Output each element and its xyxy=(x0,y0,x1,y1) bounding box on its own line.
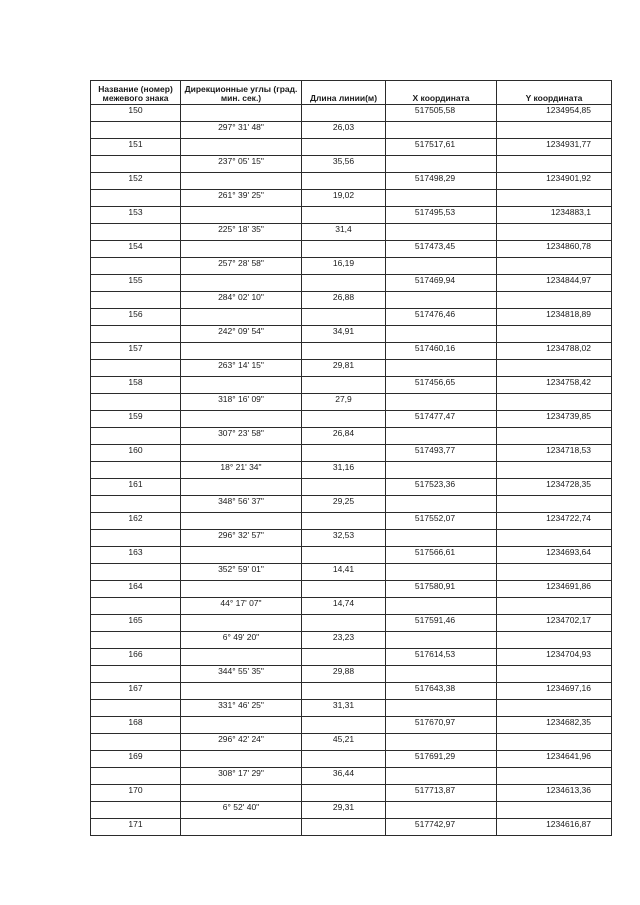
point-row xyxy=(91,785,612,802)
empty-angle-cell xyxy=(181,275,302,292)
line-length-cell: 19,02 xyxy=(302,190,386,207)
empty-name-cell xyxy=(91,224,181,241)
segment-row xyxy=(91,530,612,547)
point-row xyxy=(91,105,612,122)
empty-length-cell xyxy=(302,377,386,394)
x-coordinate-cell: 517476,46 xyxy=(386,309,497,326)
empty-length-cell xyxy=(302,275,386,292)
empty-length-cell xyxy=(302,581,386,598)
empty-x-cell xyxy=(386,462,497,479)
empty-angle-cell xyxy=(181,581,302,598)
point-row xyxy=(91,309,612,326)
x-coordinate-cell: 517456,65 xyxy=(386,377,497,394)
empty-x-cell xyxy=(386,802,497,819)
line-length-cell: 31,4 xyxy=(302,224,386,241)
empty-x-cell xyxy=(386,326,497,343)
line-length-cell: 34,91 xyxy=(302,326,386,343)
empty-length-cell xyxy=(302,547,386,564)
point-row xyxy=(91,173,612,190)
line-length-cell: 16,19 xyxy=(302,258,386,275)
segment-row xyxy=(91,122,612,139)
empty-y-cell xyxy=(497,292,612,309)
point-name-cell: 150 xyxy=(91,105,181,122)
empty-angle-cell xyxy=(181,139,302,156)
segment-row xyxy=(91,462,612,479)
line-length-cell: 23,23 xyxy=(302,632,386,649)
line-length-cell: 36,44 xyxy=(302,768,386,785)
y-coordinate-cell: 1234883,1 xyxy=(497,207,612,224)
empty-length-cell xyxy=(302,343,386,360)
empty-name-cell xyxy=(91,462,181,479)
empty-x-cell xyxy=(386,530,497,547)
segment-row xyxy=(91,496,612,513)
empty-y-cell xyxy=(497,360,612,377)
empty-x-cell xyxy=(386,734,497,751)
y-coordinate-cell: 1234901,92 xyxy=(497,173,612,190)
segment-row xyxy=(91,768,612,785)
y-coordinate-cell: 1234693,64 xyxy=(497,547,612,564)
empty-angle-cell xyxy=(181,717,302,734)
empty-length-cell xyxy=(302,207,386,224)
direction-angle-cell: 6° 49' 20" xyxy=(181,632,302,649)
empty-angle-cell xyxy=(181,819,302,836)
line-length-cell: 14,74 xyxy=(302,598,386,615)
header-point-name: Название (номер) межевого знака xyxy=(91,81,181,105)
segment-row xyxy=(91,598,612,615)
table-body xyxy=(91,105,612,836)
x-coordinate-cell: 517498,29 xyxy=(386,173,497,190)
point-name-cell: 154 xyxy=(91,241,181,258)
empty-x-cell xyxy=(386,632,497,649)
segment-row xyxy=(91,190,612,207)
x-coordinate-cell: 517460,16 xyxy=(386,343,497,360)
x-coordinate-cell: 517591,46 xyxy=(386,615,497,632)
direction-angle-cell: 348° 56' 37" xyxy=(181,496,302,513)
x-coordinate-cell: 517523,36 xyxy=(386,479,497,496)
y-coordinate-cell: 1234758,42 xyxy=(497,377,612,394)
y-coordinate-cell: 1234818,89 xyxy=(497,309,612,326)
line-length-cell: 26,88 xyxy=(302,292,386,309)
point-row xyxy=(91,547,612,564)
empty-angle-cell xyxy=(181,479,302,496)
direction-angle-cell: 261° 39' 25" xyxy=(181,190,302,207)
point-name-cell: 158 xyxy=(91,377,181,394)
empty-name-cell xyxy=(91,156,181,173)
direction-angle-cell: 237° 05' 15" xyxy=(181,156,302,173)
empty-name-cell xyxy=(91,598,181,615)
empty-angle-cell xyxy=(181,649,302,666)
direction-angle-cell: 44° 17' 07" xyxy=(181,598,302,615)
point-row xyxy=(91,581,612,598)
empty-name-cell xyxy=(91,326,181,343)
y-coordinate-cell: 1234728,35 xyxy=(497,479,612,496)
x-coordinate-cell: 517552,07 xyxy=(386,513,497,530)
point-row xyxy=(91,683,612,700)
empty-y-cell xyxy=(497,530,612,547)
empty-angle-cell xyxy=(181,241,302,258)
direction-angle-cell: 257° 28' 58" xyxy=(181,258,302,275)
direction-angle-cell: 225° 18' 35" xyxy=(181,224,302,241)
point-name-cell: 169 xyxy=(91,751,181,768)
segment-row xyxy=(91,700,612,717)
point-row xyxy=(91,411,612,428)
point-name-cell: 151 xyxy=(91,139,181,156)
empty-name-cell xyxy=(91,530,181,547)
empty-name-cell xyxy=(91,496,181,513)
x-coordinate-cell: 517670,97 xyxy=(386,717,497,734)
line-length-cell: 14,41 xyxy=(302,564,386,581)
y-coordinate-cell: 1234702,17 xyxy=(497,615,612,632)
empty-y-cell xyxy=(497,190,612,207)
x-coordinate-cell: 517505,58 xyxy=(386,105,497,122)
segment-row xyxy=(91,224,612,241)
empty-x-cell xyxy=(386,496,497,513)
empty-y-cell xyxy=(497,768,612,785)
point-row xyxy=(91,513,612,530)
empty-y-cell xyxy=(497,326,612,343)
empty-angle-cell xyxy=(181,615,302,632)
point-name-cell: 167 xyxy=(91,683,181,700)
point-row xyxy=(91,717,612,734)
empty-x-cell xyxy=(386,666,497,683)
empty-x-cell xyxy=(386,598,497,615)
segment-row xyxy=(91,734,612,751)
empty-x-cell xyxy=(386,700,497,717)
line-length-cell: 45,21 xyxy=(302,734,386,751)
empty-name-cell xyxy=(91,360,181,377)
y-coordinate-cell: 1234682,35 xyxy=(497,717,612,734)
segment-row xyxy=(91,394,612,411)
x-coordinate-cell: 517469,94 xyxy=(386,275,497,292)
direction-angle-cell: 18° 21' 34" xyxy=(181,462,302,479)
header-line-length: Длина линии(м) xyxy=(302,81,386,105)
direction-angle-cell: 344° 55' 35" xyxy=(181,666,302,683)
line-length-cell: 26,03 xyxy=(302,122,386,139)
empty-x-cell xyxy=(386,258,497,275)
point-row xyxy=(91,819,612,836)
empty-name-cell xyxy=(91,122,181,139)
empty-x-cell xyxy=(386,394,497,411)
empty-y-cell xyxy=(497,700,612,717)
header-y-coordinate: Y координата xyxy=(497,81,612,105)
empty-y-cell xyxy=(497,496,612,513)
point-row xyxy=(91,139,612,156)
y-coordinate-cell: 1234613,36 xyxy=(497,785,612,802)
point-row xyxy=(91,751,612,768)
point-row xyxy=(91,479,612,496)
y-coordinate-cell: 1234704,93 xyxy=(497,649,612,666)
empty-length-cell xyxy=(302,649,386,666)
line-length-cell: 35,56 xyxy=(302,156,386,173)
empty-angle-cell xyxy=(181,207,302,224)
segment-row xyxy=(91,802,612,819)
point-row xyxy=(91,649,612,666)
line-length-cell: 29,88 xyxy=(302,666,386,683)
point-name-cell: 156 xyxy=(91,309,181,326)
empty-length-cell xyxy=(302,683,386,700)
direction-angle-cell: 352° 59' 01" xyxy=(181,564,302,581)
x-coordinate-cell: 517493,77 xyxy=(386,445,497,462)
empty-x-cell xyxy=(386,564,497,581)
empty-x-cell xyxy=(386,190,497,207)
point-name-cell: 155 xyxy=(91,275,181,292)
empty-angle-cell xyxy=(181,683,302,700)
line-length-cell: 29,81 xyxy=(302,360,386,377)
point-name-cell: 164 xyxy=(91,581,181,598)
empty-name-cell xyxy=(91,394,181,411)
empty-y-cell xyxy=(497,564,612,581)
point-name-cell: 161 xyxy=(91,479,181,496)
empty-name-cell xyxy=(91,564,181,581)
y-coordinate-cell: 1234860,78 xyxy=(497,241,612,258)
empty-y-cell xyxy=(497,632,612,649)
empty-x-cell xyxy=(386,122,497,139)
point-name-cell: 152 xyxy=(91,173,181,190)
empty-length-cell xyxy=(302,411,386,428)
empty-angle-cell xyxy=(181,309,302,326)
x-coordinate-cell: 517517,61 xyxy=(386,139,497,156)
x-coordinate-cell: 517495,53 xyxy=(386,207,497,224)
empty-angle-cell xyxy=(181,547,302,564)
empty-name-cell xyxy=(91,428,181,445)
x-coordinate-cell: 517643,38 xyxy=(386,683,497,700)
empty-y-cell xyxy=(497,224,612,241)
empty-length-cell xyxy=(302,479,386,496)
empty-name-cell xyxy=(91,802,181,819)
x-coordinate-cell: 517691,29 xyxy=(386,751,497,768)
empty-name-cell xyxy=(91,666,181,683)
empty-name-cell xyxy=(91,700,181,717)
empty-y-cell xyxy=(497,734,612,751)
point-row xyxy=(91,445,612,462)
line-length-cell: 31,16 xyxy=(302,462,386,479)
point-name-cell: 168 xyxy=(91,717,181,734)
empty-length-cell xyxy=(302,309,386,326)
empty-y-cell xyxy=(497,122,612,139)
direction-angle-cell: 284° 02' 10" xyxy=(181,292,302,309)
direction-angle-cell: 296° 42' 24" xyxy=(181,734,302,751)
empty-length-cell xyxy=(302,173,386,190)
empty-angle-cell xyxy=(181,105,302,122)
point-name-cell: 153 xyxy=(91,207,181,224)
x-coordinate-cell: 517742,97 xyxy=(386,819,497,836)
y-coordinate-cell: 1234718,53 xyxy=(497,445,612,462)
empty-angle-cell xyxy=(181,377,302,394)
empty-x-cell xyxy=(386,224,497,241)
direction-angle-cell: 242° 09' 54" xyxy=(181,326,302,343)
boundary-coordinates-table xyxy=(90,80,612,836)
point-row xyxy=(91,377,612,394)
empty-angle-cell xyxy=(181,785,302,802)
point-name-cell: 163 xyxy=(91,547,181,564)
segment-row xyxy=(91,564,612,581)
y-coordinate-cell: 1234616,87 xyxy=(497,819,612,836)
y-coordinate-cell: 1234788,02 xyxy=(497,343,612,360)
empty-y-cell xyxy=(497,802,612,819)
empty-length-cell xyxy=(302,717,386,734)
empty-y-cell xyxy=(497,258,612,275)
direction-angle-cell: 6° 52' 40" xyxy=(181,802,302,819)
x-coordinate-cell: 517614,53 xyxy=(386,649,497,666)
empty-length-cell xyxy=(302,785,386,802)
segment-row xyxy=(91,292,612,309)
empty-length-cell xyxy=(302,241,386,258)
point-name-cell: 165 xyxy=(91,615,181,632)
direction-angle-cell: 296° 32' 57" xyxy=(181,530,302,547)
empty-angle-cell xyxy=(181,173,302,190)
empty-x-cell xyxy=(386,428,497,445)
empty-name-cell xyxy=(91,734,181,751)
empty-angle-cell xyxy=(181,445,302,462)
empty-angle-cell xyxy=(181,751,302,768)
segment-row xyxy=(91,360,612,377)
empty-y-cell xyxy=(497,462,612,479)
line-length-cell: 29,31 xyxy=(302,802,386,819)
x-coordinate-cell: 517580,91 xyxy=(386,581,497,598)
empty-name-cell xyxy=(91,632,181,649)
line-length-cell: 29,25 xyxy=(302,496,386,513)
y-coordinate-cell: 1234931,77 xyxy=(497,139,612,156)
empty-y-cell xyxy=(497,156,612,173)
point-row xyxy=(91,241,612,258)
segment-row xyxy=(91,632,612,649)
empty-name-cell xyxy=(91,292,181,309)
x-coordinate-cell: 517713,87 xyxy=(386,785,497,802)
empty-angle-cell xyxy=(181,411,302,428)
empty-length-cell xyxy=(302,751,386,768)
empty-name-cell xyxy=(91,768,181,785)
point-row xyxy=(91,275,612,292)
point-name-cell: 170 xyxy=(91,785,181,802)
point-name-cell: 166 xyxy=(91,649,181,666)
point-name-cell: 171 xyxy=(91,819,181,836)
direction-angle-cell: 307° 23' 58" xyxy=(181,428,302,445)
empty-angle-cell xyxy=(181,343,302,360)
point-name-cell: 162 xyxy=(91,513,181,530)
y-coordinate-cell: 1234722,74 xyxy=(497,513,612,530)
header-row xyxy=(91,81,612,105)
direction-angle-cell: 308° 17' 29" xyxy=(181,768,302,785)
line-length-cell: 31,31 xyxy=(302,700,386,717)
y-coordinate-cell: 1234697,16 xyxy=(497,683,612,700)
empty-length-cell xyxy=(302,513,386,530)
empty-x-cell xyxy=(386,156,497,173)
empty-x-cell xyxy=(386,768,497,785)
segment-row xyxy=(91,666,612,683)
y-coordinate-cell: 1234844,97 xyxy=(497,275,612,292)
empty-angle-cell xyxy=(181,513,302,530)
direction-angle-cell: 331° 46' 25" xyxy=(181,700,302,717)
x-coordinate-cell: 517473,45 xyxy=(386,241,497,258)
point-row xyxy=(91,207,612,224)
point-name-cell: 160 xyxy=(91,445,181,462)
line-length-cell: 27,9 xyxy=(302,394,386,411)
empty-x-cell xyxy=(386,360,497,377)
y-coordinate-cell: 1234954,85 xyxy=(497,105,612,122)
direction-angle-cell: 318° 16' 09" xyxy=(181,394,302,411)
direction-angle-cell: 297° 31' 48" xyxy=(181,122,302,139)
x-coordinate-cell: 517566,61 xyxy=(386,547,497,564)
segment-row xyxy=(91,156,612,173)
segment-row xyxy=(91,258,612,275)
point-row xyxy=(91,343,612,360)
point-name-cell: 157 xyxy=(91,343,181,360)
header-x-coordinate: X координата xyxy=(386,81,497,105)
line-length-cell: 26,84 xyxy=(302,428,386,445)
segment-row xyxy=(91,326,612,343)
empty-x-cell xyxy=(386,292,497,309)
point-name-cell: 159 xyxy=(91,411,181,428)
empty-length-cell xyxy=(302,105,386,122)
empty-y-cell xyxy=(497,666,612,683)
segment-row xyxy=(91,428,612,445)
header-direction-angle: Дирекционные углы (град. мин. сек.) xyxy=(181,81,302,105)
empty-y-cell xyxy=(497,394,612,411)
y-coordinate-cell: 1234641,96 xyxy=(497,751,612,768)
empty-length-cell xyxy=(302,615,386,632)
direction-angle-cell: 263° 14' 15" xyxy=(181,360,302,377)
line-length-cell: 32,53 xyxy=(302,530,386,547)
empty-y-cell xyxy=(497,428,612,445)
empty-name-cell xyxy=(91,190,181,207)
x-coordinate-cell: 517477,47 xyxy=(386,411,497,428)
y-coordinate-cell: 1234691,86 xyxy=(497,581,612,598)
point-row xyxy=(91,615,612,632)
empty-length-cell xyxy=(302,819,386,836)
empty-length-cell xyxy=(302,445,386,462)
empty-y-cell xyxy=(497,598,612,615)
empty-length-cell xyxy=(302,139,386,156)
y-coordinate-cell: 1234739,85 xyxy=(497,411,612,428)
table-header xyxy=(91,81,612,105)
empty-name-cell xyxy=(91,258,181,275)
